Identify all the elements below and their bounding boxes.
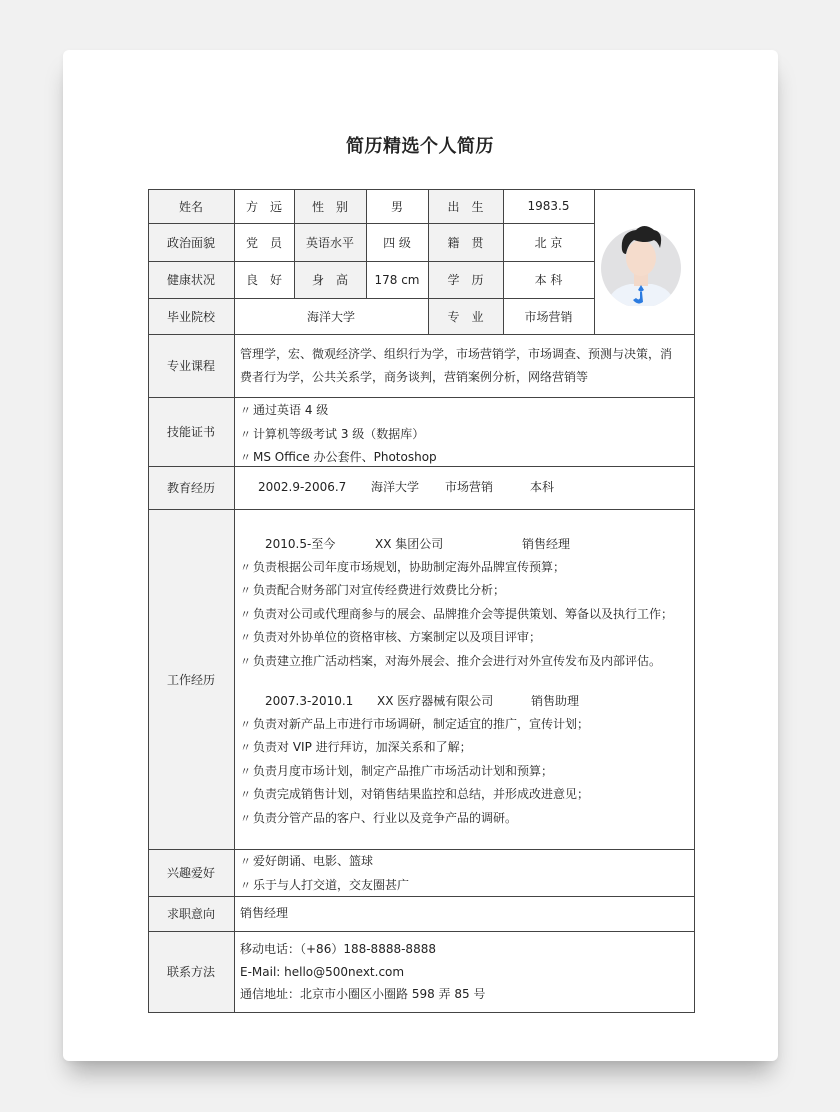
label-major: 专 业 (428, 298, 503, 334)
bullet-icon: 〃 (240, 717, 251, 731)
job-company: XX 集团公司 (375, 537, 444, 551)
page-title: 简历精选个人简历 (346, 136, 494, 157)
education-row (234, 466, 694, 509)
bullet-icon: 〃 (240, 855, 251, 868)
value-major: 市场营销 (524, 309, 573, 324)
label-work: 工作经历 (148, 509, 234, 849)
job-header (240, 690, 692, 713)
bullet-icon: 〃 (240, 607, 251, 621)
table-divider (148, 397, 695, 398)
job-duty: 〃 负责完成销售计划，对销售结果监控和总结，并形成改进意见； (240, 787, 590, 801)
skill-item: 〃 通过英语 4 级 (240, 403, 329, 417)
table-divider (148, 223, 594, 224)
job-duty: 〃 负责对公司或代理商参与的展会、品牌推介会等提供策划、筹备以及执行工作； (240, 606, 674, 621)
label-education: 教育经历 (148, 466, 234, 509)
bullet-icon: 〃 (240, 584, 251, 597)
value-birth: 1983.5 (527, 199, 570, 213)
table-divider (148, 509, 695, 510)
contact-address: 通信地址：北京市小圈区小圈路 598 弄 85 号 (240, 987, 486, 1001)
table-divider (148, 849, 695, 850)
hobby-item: 〃 爱好朗诵、电影、篮球 (240, 854, 374, 868)
bullet-icon: 〃 (240, 631, 251, 644)
education-degree: 本科 (530, 480, 555, 494)
table-divider (366, 189, 367, 298)
job-duty: 〃 负责对外协单位的资格审核、方案制定以及项目评审； (240, 630, 542, 644)
avatar-photo (600, 214, 682, 306)
table-divider (148, 466, 695, 467)
job-period: 2010.5-至今 (265, 537, 336, 551)
education-major: 市场营销 (445, 480, 494, 494)
value-politics: 党 员 (245, 235, 282, 250)
education-period: 2002.9-2006.7 (258, 480, 347, 494)
bullet-icon: 〃 (240, 878, 251, 892)
table-border (148, 1012, 695, 1013)
bullet-icon: 〃 (240, 764, 251, 778)
value-health: 良 好 (245, 273, 282, 287)
value-origin: 北 京 (534, 235, 563, 250)
table-divider (148, 261, 594, 262)
bullet-icon: 〃 (240, 788, 251, 801)
label-politics: 政治面貌 (148, 223, 234, 261)
hobby-item: 〃 乐于与人打交道，交友圈甚广 (240, 877, 410, 892)
avatar-face (626, 240, 656, 276)
job-duty: 〃 负责根据公司年度市场规划，协助制定海外品牌宣传预算； (240, 559, 566, 574)
table-divider (503, 189, 504, 334)
work-job-2 (240, 690, 692, 830)
value-height: 178 cm (374, 272, 420, 287)
bullet-icon: 〃 (240, 654, 251, 668)
value-degree: 本 科 (534, 273, 563, 287)
table-divider (594, 189, 595, 334)
contact-info (240, 938, 692, 1006)
hobbies-list (240, 850, 692, 897)
value-name: 方 远 (245, 199, 282, 214)
label-health: 健康状况 (148, 261, 234, 298)
table-divider (148, 896, 695, 897)
job-duty: 〃 负责建立推广活动档案，对海外展会、推介会进行对外宣传发布及内部评估。 (240, 653, 662, 668)
label-school: 毕业院校 (148, 298, 234, 334)
table-divider (148, 931, 695, 932)
table-border (148, 189, 695, 190)
courses-text (240, 343, 690, 389)
skills-list (240, 399, 690, 470)
table-divider (294, 189, 295, 298)
job-header (240, 533, 692, 556)
contact-email: E-Mail: hello@500next.com (240, 964, 405, 979)
skill-item: 〃 MS Office 办公套件、Photoshop (240, 450, 437, 464)
bullet-icon: 〃 (240, 427, 251, 441)
table-divider (234, 189, 235, 1013)
skill-item: 〃 计算机等级考试 3 级（数据库） (240, 426, 425, 441)
table-border (148, 189, 149, 1013)
label-name: 姓名 (148, 189, 234, 223)
value-gender: 男 (390, 199, 403, 214)
courses-line: 费者行为学，公共关系学，商务谈判，营销案例分析，网络营销等 (240, 370, 589, 384)
contact-phone: 移动电话：（+86）188-8888-8888 (240, 942, 436, 956)
label-objective: 求职意向 (148, 896, 234, 931)
job-duty: 〃 负责对新产品上市进行市场调研，制定适宜的推广，宣传计划； (240, 716, 590, 731)
label-gender: 性 别 (294, 189, 366, 223)
job-period: 2007.3-2010.1 (265, 694, 354, 708)
table-divider (148, 298, 594, 299)
job-title: 销售助理 (531, 694, 580, 708)
job-duty: 〃 负责月度市场计划，制定产品推广市场活动计划和预算； (240, 763, 554, 778)
label-degree: 学 历 (428, 261, 503, 298)
value-english: 四 级 (383, 235, 411, 250)
label-height: 身 高 (294, 261, 366, 298)
education-school: 海洋大学 (371, 480, 420, 494)
bullet-icon: 〃 (240, 741, 251, 754)
table-divider (428, 189, 429, 334)
job-duty: 〃 负责配合财务部门对宣传经费进行效费比分析； (240, 583, 506, 597)
label-skills: 技能证书 (148, 397, 234, 466)
job-duty: 〃 负责分管产品的客户、行业以及竞争产品的调研。 (240, 810, 518, 825)
label-courses: 专业课程 (148, 334, 234, 397)
label-hobbies: 兴趣爱好 (148, 849, 234, 896)
bullet-icon: 〃 (240, 560, 251, 574)
bullet-icon: 〃 (240, 811, 251, 825)
bullet-icon: 〃 (240, 404, 251, 417)
label-birth: 出 生 (428, 189, 503, 223)
table-border (694, 189, 695, 1013)
label-origin: 籍 贯 (428, 223, 503, 261)
bullet-icon: 〃 (240, 451, 251, 464)
objective-value: 销售经理 (240, 906, 289, 920)
job-duty: 〃 负责对 VIP 进行拜访，加深关系和了解； (240, 740, 472, 754)
courses-line: 管理学，宏、微观经济学、组织行为学，市场营销学，市场调查、预测与决策，消 (240, 347, 673, 361)
value-school: 海洋大学 (306, 309, 355, 324)
job-company: XX 医疗器械有限公司 (377, 694, 494, 708)
label-contact: 联系方法 (148, 931, 234, 1012)
work-job-1 (240, 533, 692, 673)
table-divider (148, 334, 695, 335)
label-english: 英语水平 (294, 223, 366, 261)
job-title: 销售经理 (522, 537, 571, 551)
